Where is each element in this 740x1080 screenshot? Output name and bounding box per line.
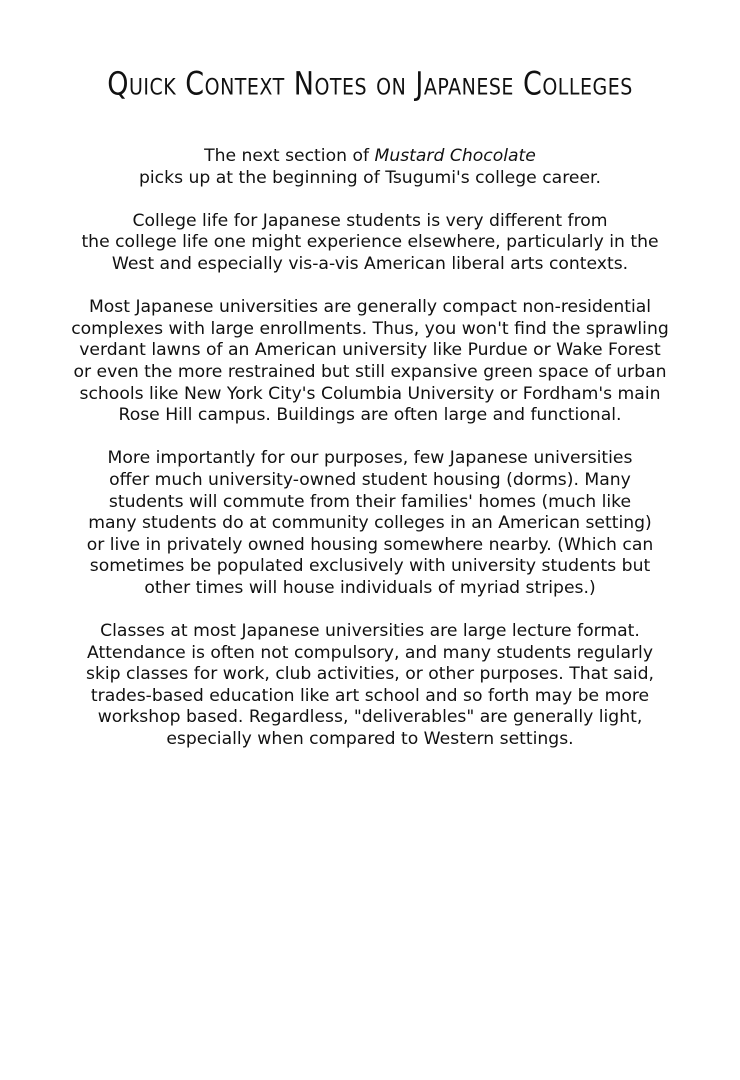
text-line: More importantly for our purposes, few Japanese universities (107, 448, 633, 469)
text-line: other times will house individuals of myriad stripes.) (144, 577, 596, 598)
paragraph-housing (38, 448, 702, 599)
intro-before-text: The next section of (204, 146, 375, 166)
text-line: especially when compared to Western settings. (166, 729, 574, 750)
work-title: Mustard Chocolate (374, 146, 536, 166)
page-title: Quick Context Notes on Japanese Colleges (107, 66, 633, 103)
text-line: sometimes be populated exclusively with university students but (89, 556, 651, 577)
intro-line-1 (38, 146, 702, 168)
text-line: trades-based education like art school and so forth may be more (90, 685, 650, 706)
text-line: or even the more restrained but still expansive green space of urban (73, 361, 667, 382)
text-line: workshop based. Regardless, "deliverables" are generally light, (97, 707, 643, 728)
paragraph-campuses (38, 297, 702, 427)
paragraph-classes (38, 621, 702, 751)
text-line: schools like New York City's Columbia University or Fordham's main (79, 383, 661, 404)
text-line: College life for Japanese students is very different from (132, 210, 608, 231)
text-line: Rose Hill campus. Buildings are often large and functional. (118, 405, 622, 426)
text-line: complexes with large enrollments. Thus, you won't find the sprawling (71, 318, 669, 339)
text-line: Classes at most Japanese universities are large lecture format. (100, 621, 640, 642)
text-line: Most Japanese universities are generally compact non-residential (88, 297, 652, 318)
text-line: offer much university-owned student housing (dorms). Many (109, 469, 631, 490)
body-text (38, 146, 702, 772)
text-line: or live in privately owned housing somewhere nearby. (Which can (86, 534, 654, 555)
text-line: West and especially vis-a-vis American liberal arts contexts. (111, 253, 629, 274)
text-line: verdant lawns of an American university like Purdue or Wake Forest (79, 340, 661, 361)
intro-paragraph (38, 146, 702, 189)
text-line: Attendance is often not compulsory, and many students regularly (87, 642, 653, 663)
text-line: many students do at community colleges in an American setting) (88, 513, 652, 534)
text-line: students will commute from their families' homes (much like (108, 491, 632, 512)
paragraph-college-life (38, 211, 702, 276)
intro-line-2: picks up at the beginning of Tsugumi's college career. (139, 167, 601, 188)
text-line: skip classes for work, club activities, or other purposes. That said, (85, 664, 654, 685)
text-line: the college life one might experience elsewhere, particularly in the (81, 232, 659, 253)
